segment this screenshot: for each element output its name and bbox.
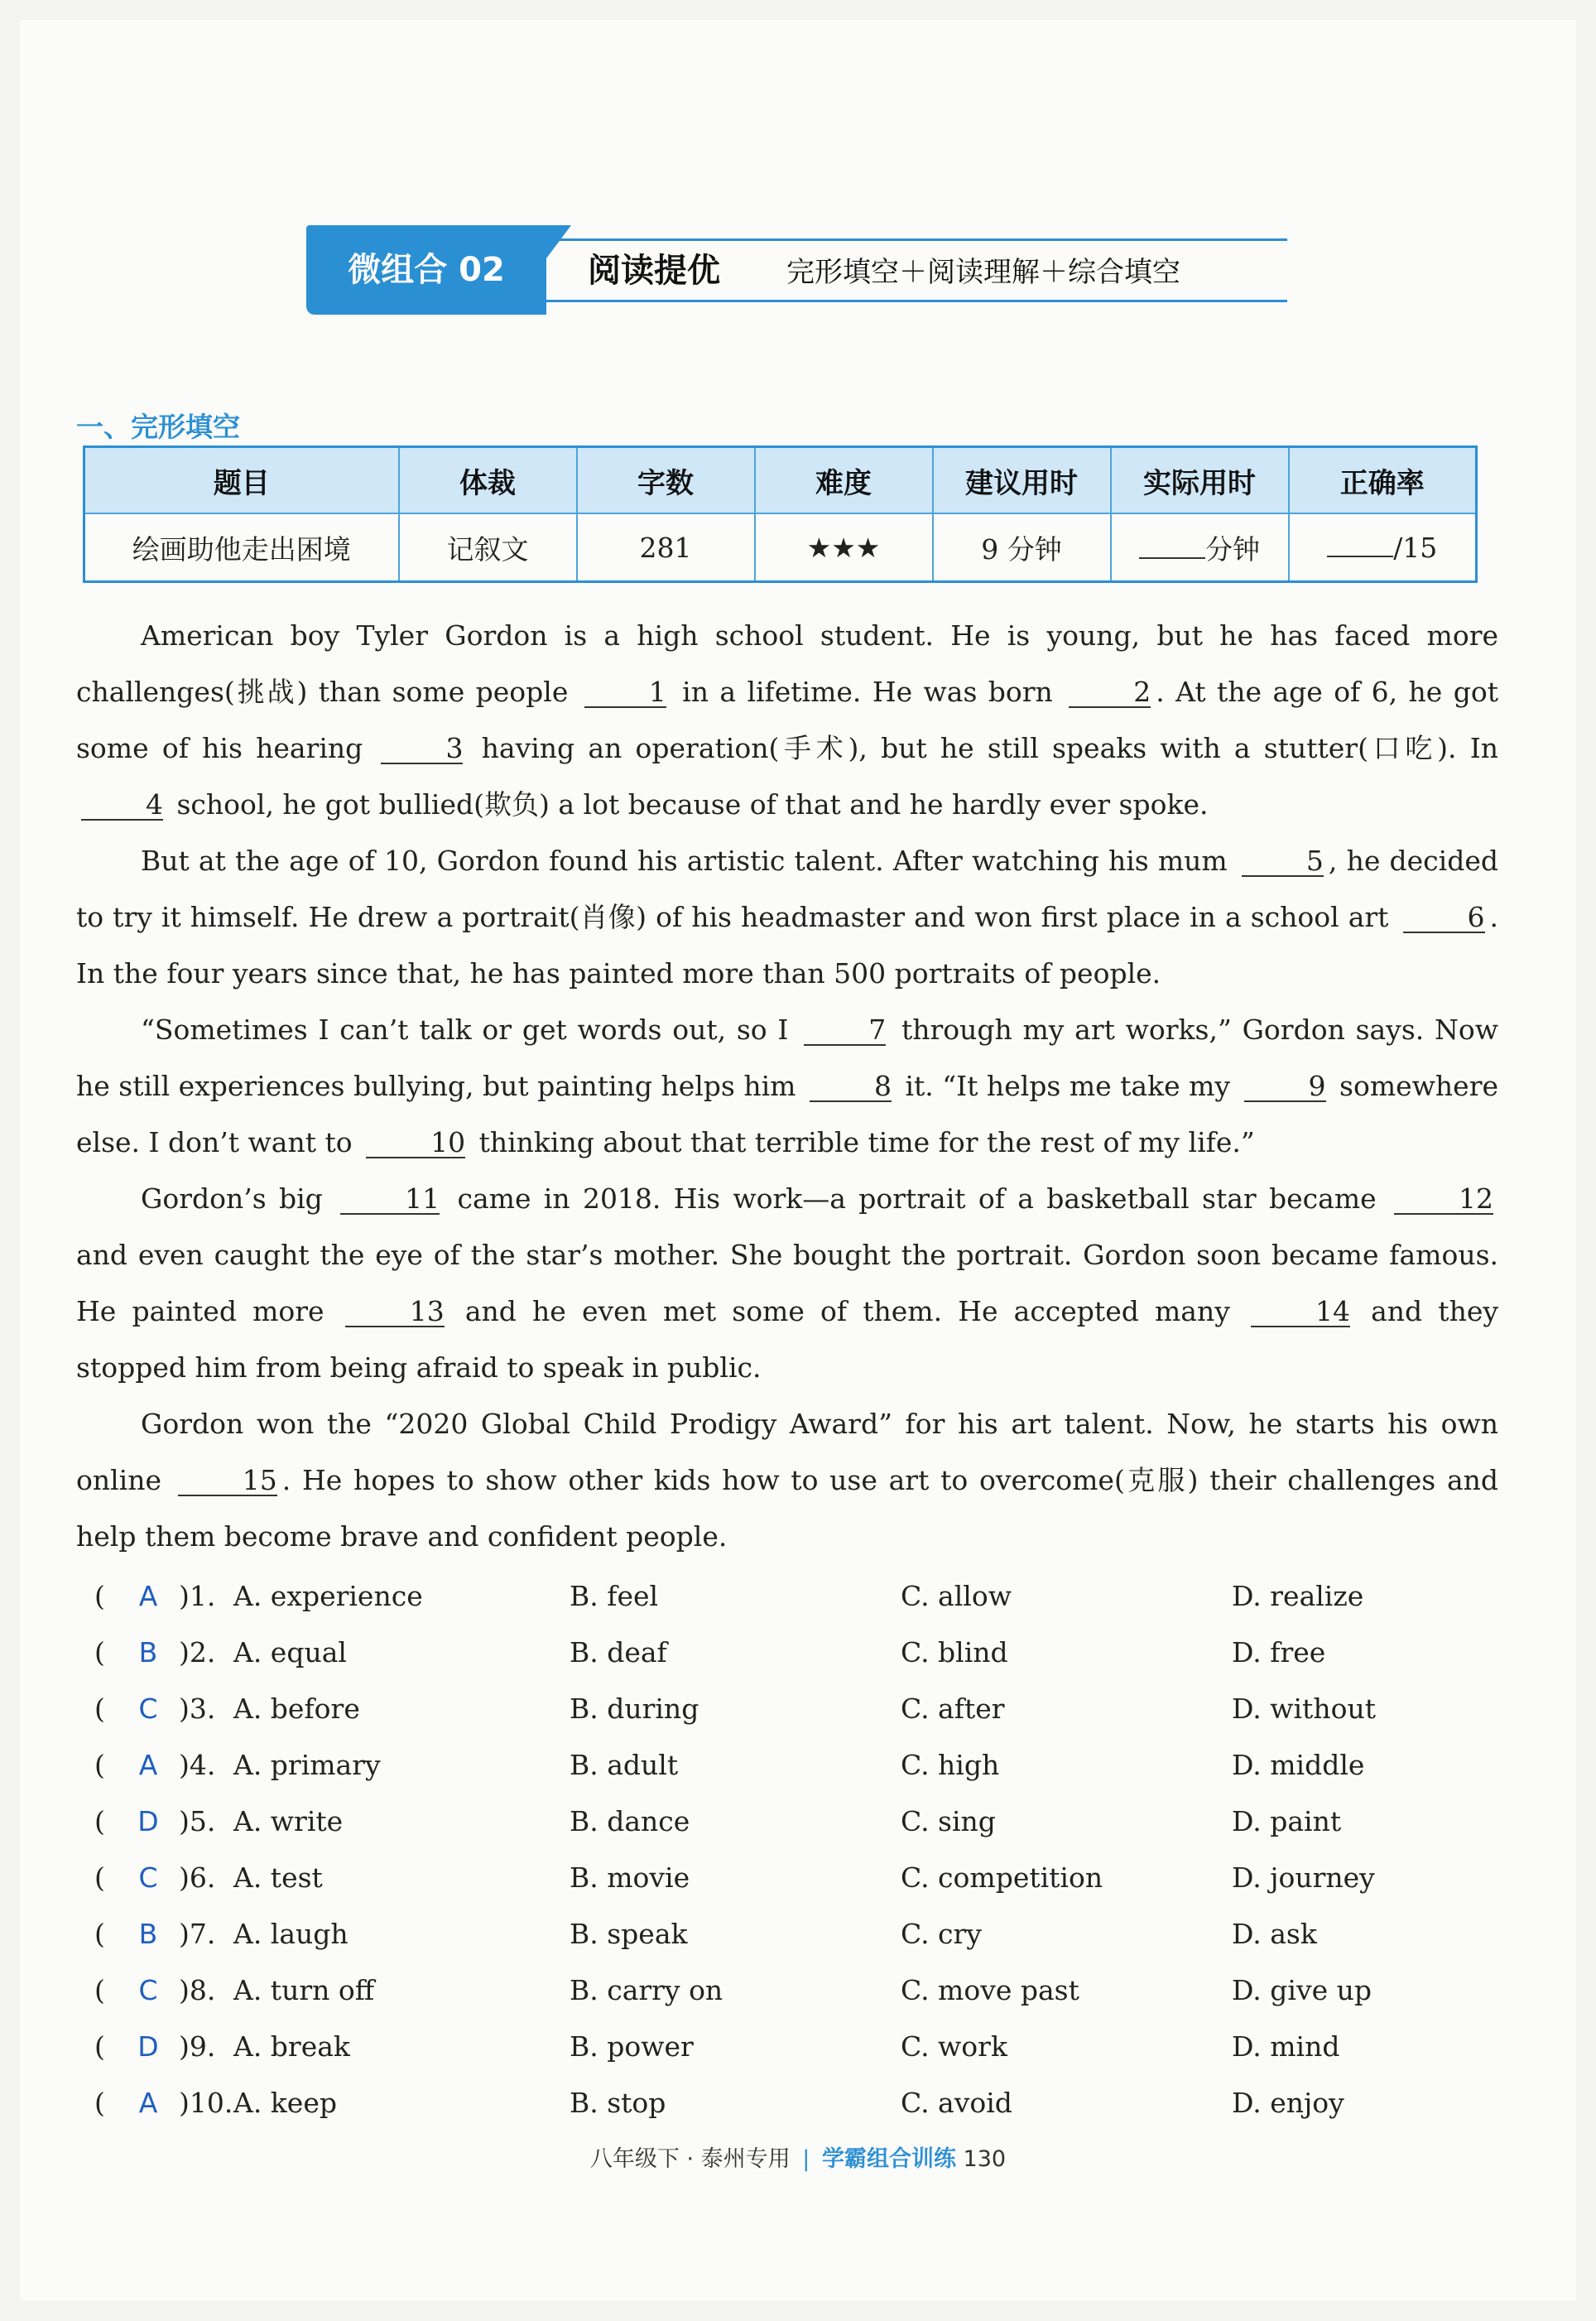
option-c[interactable]: C. move past xyxy=(901,1974,1079,2006)
header-cell-genre: 体裁 xyxy=(399,447,577,514)
blank-5[interactable]: 5 xyxy=(1242,847,1324,877)
passage-text: came in 2018. His work—a portrait of a basketball star became xyxy=(445,1182,1389,1215)
option-c[interactable]: C. after xyxy=(901,1693,1005,1725)
banner-subtitle: 完形填空＋阅读理解＋综合填空 xyxy=(786,256,1180,289)
question-number: )4. xyxy=(179,1749,216,1781)
option-d[interactable]: D. free xyxy=(1232,1636,1326,1669)
footer-brand: 学霸组合训练 xyxy=(821,2146,956,2172)
header-cell-accuracy: 正确率 xyxy=(1289,447,1477,514)
banner-notch xyxy=(546,225,571,258)
option-d[interactable]: D. middle xyxy=(1232,1749,1365,1781)
option-a[interactable]: A. equal xyxy=(233,1636,347,1669)
passage-paragraph xyxy=(76,1396,1498,1565)
option-a[interactable]: A. turn off xyxy=(233,1974,375,2006)
footer-separator: | xyxy=(802,2146,810,2172)
passage-text: . He hopes to show other kids how to use art to overcome(克服) their challenges and help them become brave and confident people. xyxy=(76,1464,1498,1553)
answer-choice[interactable]: C xyxy=(138,1861,158,1894)
blank-1[interactable]: 1 xyxy=(584,678,666,708)
passage-paragraph xyxy=(76,833,1498,1002)
option-b[interactable]: B. stop xyxy=(570,2087,666,2119)
passage-text: . In the four years since that, he has painted more than 500 portraits of people. xyxy=(76,901,1498,990)
option-a[interactable]: A. laugh xyxy=(233,1918,349,1950)
header-cell-suggested-time: 建议用时 xyxy=(933,447,1111,514)
option-b[interactable]: B. deaf xyxy=(570,1636,667,1669)
passage-text: school, he got bullied(欺负) a lot because of that and he hardly ever spoke. xyxy=(168,788,1209,821)
passage-text: and even caught the eye of the star’s mother. She bought the portrait. Gordon soon became famous. He painted more xyxy=(76,1239,1498,1327)
info-table-data-row xyxy=(84,513,1477,582)
passage-text: But at the age of 10, Gordon found his artistic talent. After watching his mum xyxy=(141,845,1237,877)
answer-bracket: ( xyxy=(94,2030,105,2063)
blank-15[interactable]: 15 xyxy=(178,1466,277,1496)
question-number: )8. xyxy=(179,1974,216,2006)
option-a[interactable]: A. experience xyxy=(233,1580,423,1612)
header-banner xyxy=(306,225,1287,315)
question-row xyxy=(76,1794,1500,1850)
cloze-passage xyxy=(76,608,1498,1565)
question-row xyxy=(76,1962,1500,2019)
answer-choice[interactable]: A xyxy=(138,1749,158,1781)
passage-text: , he decided to try it himself. He drew a portrait(肖像) of his headmaster and won first place in a school art xyxy=(76,845,1498,933)
cell-difficulty: ★★★ xyxy=(755,513,933,582)
option-c[interactable]: C. blind xyxy=(901,1636,1008,1669)
passage-paragraph xyxy=(76,1171,1498,1396)
option-d[interactable]: D. give up xyxy=(1232,1974,1372,2006)
question-number: )3. xyxy=(179,1693,216,1725)
answer-bracket: ( xyxy=(94,2087,105,2119)
blank-14[interactable]: 14 xyxy=(1251,1298,1350,1327)
question-row xyxy=(76,2075,1500,2131)
accuracy-total: /15 xyxy=(1393,531,1438,564)
option-b[interactable]: B. feel xyxy=(570,1580,659,1612)
footer-grade: 八年级下 · 泰州专用 xyxy=(589,2146,791,2172)
question-row xyxy=(76,1737,1500,1794)
answer-bracket: ( xyxy=(94,1693,105,1725)
cell-word-count: 281 xyxy=(577,513,755,582)
answer-bracket: ( xyxy=(94,1918,105,1950)
cell-actual-time[interactable] xyxy=(1111,513,1289,582)
question-number: )5. xyxy=(179,1805,216,1837)
actual-time-blank[interactable] xyxy=(1139,557,1205,559)
answer-bracket: ( xyxy=(94,1749,105,1781)
blank-3[interactable]: 3 xyxy=(381,734,463,764)
question-number: )10. xyxy=(179,2087,233,2119)
blank-6[interactable]: 6 xyxy=(1403,903,1485,933)
option-d[interactable]: D. journey xyxy=(1232,1861,1375,1894)
option-a[interactable]: A. keep xyxy=(233,2087,337,2119)
option-c[interactable]: C. competition xyxy=(901,1861,1103,1894)
option-c[interactable]: C. sing xyxy=(901,1805,996,1837)
banner-rule-top xyxy=(546,238,1287,241)
answer-bracket: ( xyxy=(94,1861,105,1894)
answer-bracket: ( xyxy=(94,1805,105,1837)
option-c[interactable]: C. avoid xyxy=(901,2087,1012,2119)
question-row xyxy=(76,1906,1500,1962)
answer-choice[interactable]: A xyxy=(138,2087,158,2119)
blank-10[interactable]: 10 xyxy=(366,1129,465,1158)
question-number: )7. xyxy=(179,1918,216,1950)
blank-4[interactable]: 4 xyxy=(81,791,163,821)
option-d[interactable]: D. mind xyxy=(1232,2030,1340,2063)
passage-text: . At the age of 6, he got some of his hearing xyxy=(76,676,1498,764)
passage-paragraph xyxy=(76,608,1498,833)
header-cell-word-count: 字数 xyxy=(577,447,755,514)
option-b[interactable]: B. movie xyxy=(570,1861,690,1894)
passage-text: through my art works,” Gordon says. Now he still experiences bullying, but painting helps him xyxy=(76,1014,1498,1102)
blank-9[interactable]: 9 xyxy=(1244,1072,1326,1102)
answer-choice[interactable]: C xyxy=(138,1974,158,2006)
header-cell-actual-time: 实际用时 xyxy=(1111,447,1289,514)
question-list xyxy=(76,1568,1500,2131)
passage-text: thinking about that terrible time for the rest of my life.” xyxy=(470,1126,1255,1158)
option-c[interactable]: C. allow xyxy=(901,1580,1012,1612)
question-row xyxy=(76,1850,1500,1906)
option-d[interactable]: D. realize xyxy=(1232,1580,1364,1612)
question-number: )9. xyxy=(179,2030,216,2063)
option-d[interactable]: D. ask xyxy=(1232,1918,1317,1950)
answer-choice[interactable]: D xyxy=(137,2030,159,2063)
answer-choice[interactable]: B xyxy=(138,1918,158,1950)
footer-page-number: 130 xyxy=(963,2146,1007,2172)
answer-choice[interactable]: D xyxy=(137,1805,159,1837)
passage-text: and they stopped him from being afraid to speak in public. xyxy=(76,1295,1498,1384)
answer-choice[interactable]: A xyxy=(138,1580,158,1612)
info-table xyxy=(83,445,1478,583)
passage-text: Gordon won the “2020 Global Child Prodigy Award” for his art talent. Now, he starts his own online xyxy=(76,1408,1498,1496)
option-a[interactable]: A. break xyxy=(233,2030,350,2063)
passage-text: having an operation(手术), but he still speaks with a stutter(口吃). In xyxy=(468,732,1498,764)
blank-7[interactable]: 7 xyxy=(804,1016,886,1046)
accuracy-blank[interactable] xyxy=(1327,556,1393,557)
option-a[interactable]: A. write xyxy=(233,1805,344,1837)
cell-genre: 记叙文 xyxy=(399,513,577,582)
option-b[interactable]: B. adult xyxy=(570,1749,679,1781)
option-c[interactable]: C. high xyxy=(901,1749,1000,1781)
section-heading: 一、完形填空 xyxy=(76,411,240,443)
option-c[interactable]: C. work xyxy=(901,2030,1007,2063)
blank-12[interactable]: 12 xyxy=(1394,1185,1493,1215)
header-cell-topic: 题目 xyxy=(84,447,399,514)
option-c[interactable]: C. cry xyxy=(901,1918,982,1950)
question-row xyxy=(76,2019,1500,2075)
answer-choice[interactable]: C xyxy=(138,1693,158,1725)
passage-text: “Sometimes I can’t talk or get words out, so I xyxy=(141,1014,800,1046)
question-row xyxy=(76,1625,1500,1681)
blank-2[interactable]: 2 xyxy=(1069,678,1151,708)
banner-title: 阅读提优 xyxy=(588,252,720,290)
actual-time-unit: 分钟 xyxy=(1205,532,1260,566)
passage-text: American boy Tyler Gordon is a high school student. He is young, but he has faced more challenges(挑战) than some people xyxy=(76,619,1498,708)
option-b[interactable]: B. during xyxy=(570,1693,699,1725)
answer-bracket: ( xyxy=(94,1974,105,2006)
banner-tab: 微组合 02 xyxy=(306,225,546,315)
blank-13[interactable]: 13 xyxy=(345,1298,445,1327)
blank-8[interactable]: 8 xyxy=(810,1072,892,1102)
option-d[interactable]: D. without xyxy=(1232,1693,1376,1725)
page-footer xyxy=(0,2140,1596,2173)
question-number: )1. xyxy=(179,1580,216,1612)
banner-rule-bottom xyxy=(546,300,1287,302)
option-b[interactable]: B. speak xyxy=(570,1918,688,1950)
blank-11[interactable]: 11 xyxy=(340,1185,440,1215)
option-b[interactable]: B. power xyxy=(570,2030,694,2063)
cell-suggested-time: 9 分钟 xyxy=(933,513,1111,582)
option-a[interactable]: A. before xyxy=(233,1693,360,1725)
question-row xyxy=(76,1568,1500,1625)
passage-text: it. “It helps me take my xyxy=(896,1070,1239,1102)
passage-text: Gordon’s big xyxy=(141,1182,336,1215)
option-d[interactable]: D. paint xyxy=(1232,1805,1342,1837)
question-row xyxy=(76,1681,1500,1737)
header-cell-difficulty: 难度 xyxy=(755,447,933,514)
passage-text: somewhere else. I don’t want to xyxy=(76,1070,1499,1158)
option-b[interactable]: B. carry on xyxy=(570,1974,723,2006)
option-a[interactable]: A. test xyxy=(233,1861,323,1894)
option-a[interactable]: A. primary xyxy=(233,1749,381,1781)
cell-accuracy[interactable] xyxy=(1289,513,1477,582)
question-number: )2. xyxy=(179,1636,216,1669)
passage-paragraph xyxy=(76,1002,1498,1171)
passage-text: in a lifetime. He was born xyxy=(671,676,1065,708)
cell-topic: 绘画助他走出困境 xyxy=(84,513,399,582)
info-table-header-row xyxy=(84,447,1477,514)
question-number: )6. xyxy=(179,1861,216,1894)
passage-text: and he even met some of them. He accepted many xyxy=(449,1295,1246,1327)
answer-bracket: ( xyxy=(94,1636,105,1669)
option-b[interactable]: B. dance xyxy=(570,1805,690,1837)
answer-choice[interactable]: B xyxy=(138,1636,158,1669)
option-d[interactable]: D. enjoy xyxy=(1232,2087,1344,2119)
answer-bracket: ( xyxy=(94,1580,105,1612)
